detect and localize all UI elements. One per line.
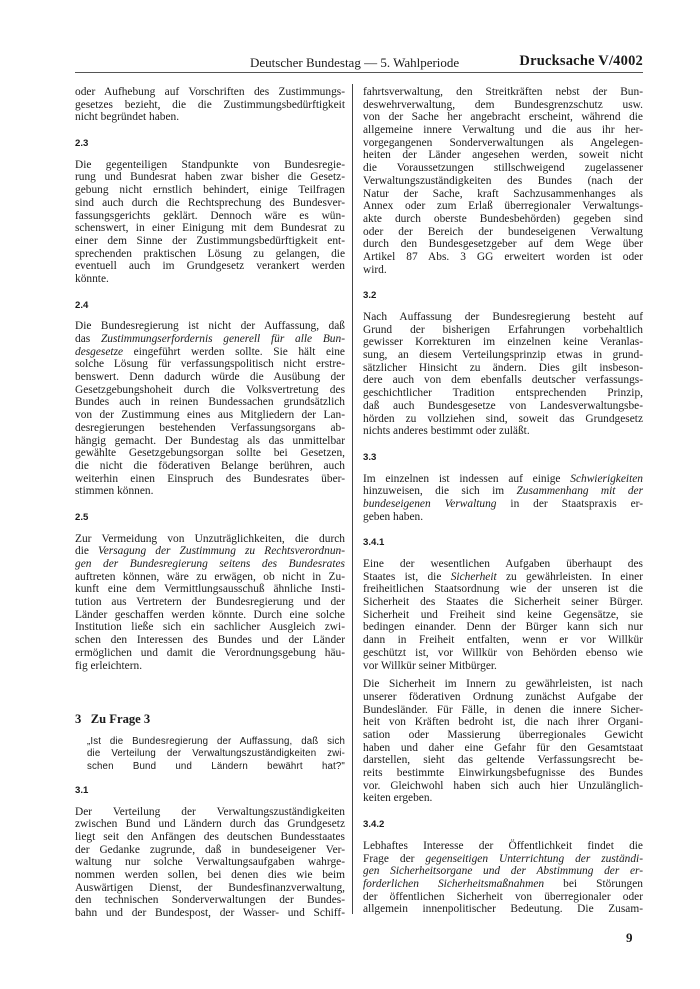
text-line: stimmen können. — [75, 485, 154, 498]
text-line: Länder geschaffen werden könnte. Durch eine solche — [75, 608, 345, 621]
header-rule — [75, 72, 643, 73]
text-line: geben haben. — [363, 510, 424, 523]
text-line: deswehrverwaltung, dem Bundesgrenzschutz usw. — [363, 98, 643, 111]
right-column — [363, 86, 643, 916]
text-segment: Im einzelnen ist indessen auf einige — [363, 472, 571, 485]
text-line: weiterhin einen Einspruch des Bundesrates über- — [75, 472, 345, 485]
text-line: heit von Kräften bedroht ist, die nach ihrer Organi- — [363, 716, 643, 729]
text-line: oder der Bereich der bundeseigenen Verwaltung — [363, 225, 643, 238]
text-line: Gesetzgebungshoheit durch die Volksvertretung des — [75, 383, 345, 396]
emphasis-text: gen der Bundesregierung seitens des Bundesrates — [75, 558, 345, 571]
text-line: auftreten können, wäre zu erwägen, ob nicht in Zu- — [75, 570, 345, 583]
text-line — [363, 865, 643, 878]
paragraph — [363, 473, 643, 524]
text-segment: die — [75, 545, 99, 558]
header-title: Deutscher Bundestag — 5. Wahlperiode — [250, 55, 460, 70]
text-line: nichts anderes bestimmt oder zuläßt. — [363, 425, 530, 438]
text-line: Nach Auffassung der Bundesregierung besteht auf — [363, 311, 643, 324]
text-line — [363, 473, 643, 486]
text-line: Die Sicherheit im Innern zu gewährleisten, ist nach — [363, 678, 643, 691]
text-line — [75, 558, 345, 571]
text-line: kunft eine dem Vermittlungsausschuß ähnliche Insti- — [75, 583, 345, 596]
text-line — [363, 853, 643, 866]
text-line: der Gedanke zugrunde, daß in bundeseigener Ver- — [75, 843, 345, 856]
section-heading: 3 Zu Frage 3 — [75, 712, 151, 727]
paragraph — [75, 320, 345, 498]
text-line: Institution ließe sich ein sachlicher Ausgleich zwi- — [75, 621, 345, 634]
paragraph — [75, 806, 345, 920]
text-line: durch den Bundesgesetzgeber auf dem Wege über — [363, 238, 643, 251]
paragraph — [75, 86, 345, 124]
text-line: fassungsgerichts geklärt. Dennoch wäre es wün- — [75, 209, 345, 222]
text-line: Bundes auch in reinen Bundessachen grundsätzlich — [75, 396, 345, 409]
text-line: schenswert, in einer Einigung mit dem Bundesrat zu — [75, 222, 345, 235]
text-line: Verwaltungszuständigkeiten des Bundes (nach der — [363, 174, 643, 187]
text-line: Sicherheit des Staates die Sicherheit seiner Bürger. — [363, 596, 643, 609]
text-line: dere auch von dem ebenfalls deutscher verfassungs- — [363, 374, 643, 387]
paragraph — [363, 840, 643, 916]
emphasis-text: gen Sicherheitsorgane und der Abstimmung der er- — [363, 865, 643, 878]
text-line — [75, 545, 345, 558]
text-segment: eingeführt werden sollte. Sie hält eine — [123, 345, 345, 358]
text-line: solche Lösung für verfassungspolitisch nicht erstre- — [75, 358, 345, 371]
section-number: 2.5 — [75, 511, 89, 523]
text-line: zwischen Bund und Ländern durch das Grundgesetz — [75, 818, 345, 831]
text-line: einer dem Sinne der Zustimmungsbedürftigkeit ent- — [75, 234, 345, 247]
text-line: darstellen, sieht das geltende Verfassungsrecht be- — [363, 754, 643, 767]
text-line: heiten der Länder angesehen werden, soweit nicht — [363, 149, 643, 162]
text-line: vor. Gleichwohl haben sich auch hier Unzulänglich- — [363, 779, 643, 792]
text-line: sätzlicher Hinsicht zu ändern. Dies gilt insbeson- — [363, 361, 643, 374]
paragraph — [363, 678, 643, 805]
text-line: fig erleichtern. — [75, 659, 143, 672]
section-number: 3.4.1 — [363, 537, 385, 549]
text-line: Sicherheit und Freiheit sind keine Gegensätze, sie — [363, 608, 643, 621]
text-line: geschichtlicher Tradition entsprechenden Prinzip, — [363, 387, 643, 400]
document-number: Drucksache V/4002 — [519, 53, 643, 69]
text-line: desregierungen bestehenden Verfassungsorgans ab- — [75, 421, 345, 434]
text-line: könnte. — [75, 272, 109, 285]
emphasis-text: Versagung der Zustimmung zu Rechtsverordnun- — [98, 545, 346, 558]
text-line: waltung nur solche Verwaltungsaufgaben wahrge- — [75, 856, 345, 869]
text-line: sation oder Massierung überregionales Gewicht — [363, 728, 643, 741]
section-number: 3.1 — [75, 784, 89, 796]
text-line — [363, 485, 643, 498]
emphasis-text: Sicherheit — [450, 570, 497, 583]
section-number: 3.2 — [363, 290, 377, 302]
text-line: Bundesländer. Für Fälle, in denen die innere Sicher- — [363, 703, 643, 716]
paragraph — [75, 533, 345, 673]
text-line: sprechenden praktischen Lösung zu gelangen, die — [75, 247, 345, 260]
text-segment: hinzuweisen, die sich im — [363, 485, 517, 498]
text-line: geschützt ist, vor Willkür von Behörden ebenso wie — [363, 646, 643, 659]
text-line: vor Willkür seiner Mitbürger. — [363, 659, 497, 672]
text-line: bedingen einander. Denn der Bürger kann sich nur — [363, 621, 643, 634]
text-line: tution aus Vertretern der Bundesregierung und der — [75, 596, 345, 609]
text-line: gesetzes bezieht, die die Zustimmungsbedürftigkeit — [75, 98, 345, 111]
text-line: gebung nicht ernstlich behindert, einige Teilfragen — [75, 184, 345, 197]
emphasis-text: Zustimmungserfordernis generell für alle Bun- — [100, 333, 345, 346]
text-line: fahrtsverwaltung, den Streitkräften nebst der Bun- — [363, 86, 643, 98]
text-line: Die gegenteiligen Standpunkte von Bundesregie- — [75, 158, 345, 171]
question-quote — [75, 736, 345, 773]
emphasis-text: bundeseigenen Verwaltung — [363, 497, 497, 510]
text-line: sung, an diesem Verteilungsprinzip etwas in grund- — [363, 349, 643, 362]
text-segment: das — [75, 333, 101, 346]
paragraph — [75, 159, 345, 286]
text-line: dann in Freiheit entfalten, wenn er vor Willkür — [363, 634, 643, 647]
text-line — [75, 346, 345, 359]
text-line: schen Bund und Ländern bewährt hat?" — [87, 760, 345, 772]
text-line: die Voraussetzungen stillschweigend zugelassener — [363, 162, 643, 175]
text-line: der öffentlichen Sicherheit von überregionaler oder — [363, 890, 643, 903]
text-line: rung und Bundesrat haben zwar bisher die Gesetz- — [75, 171, 345, 184]
text-line: bahn und der Bundespost, der Wasser- und Schiff- — [75, 907, 345, 919]
section-number: 2.3 — [75, 138, 89, 150]
text-line: Lebhaftes Interesse der Öffentlichkeit findet die — [363, 839, 643, 852]
text-segment: Frage der — [363, 852, 426, 865]
text-line: benswert. Denn dadurch würde die Ausübung der — [75, 371, 345, 384]
page-number: 9 — [626, 930, 633, 945]
text-line: akte durch oberste Bundesbehörden) gegeben sind — [363, 212, 643, 225]
text-line — [363, 571, 643, 584]
section-number: 3.4.2 — [363, 819, 385, 831]
text-line: freiheitlichen Staatsordnung wie der unseren ist die — [363, 583, 643, 596]
text-line: haben und daher eine Gefahr für den Gesamtstaat — [363, 741, 643, 754]
column-divider — [352, 84, 353, 914]
text-line: Der Verteilung der Verwaltungszuständigkeiten — [75, 805, 345, 818]
text-segment: bei Störungen — [544, 877, 644, 890]
text-line: hörden zu vollziehen sind, soweit das Grundgesetz — [363, 412, 643, 425]
text-line: ermöglichen und damit die Verordnungsgebung häu- — [75, 646, 345, 659]
text-line: wird. — [363, 263, 387, 276]
text-line: nicht begründet haben. — [75, 111, 180, 124]
text-line: schen den Interessen des Bundes und der Länder — [75, 634, 345, 647]
text-line: Annex oder zum Erlaß überregionaler Verwaltungs- — [363, 200, 643, 213]
text-segment: Staates ist, die — [363, 570, 451, 583]
text-line: Zur Vermeidung von Unzuträglichkeiten, die durch — [75, 532, 345, 545]
text-line: Natur der Sache, kraft Sachzusammenhanges als — [363, 187, 643, 200]
section-number: 3.3 — [363, 451, 377, 463]
text-line: vorgegangenen Sonderverwaltungen als Angelegen- — [363, 136, 643, 149]
text-line: allgemeine innere Verwaltung und die aus ihr her- — [363, 124, 643, 137]
text-line: Eine der wesentlichen Aufgaben überhaupt des — [363, 558, 643, 571]
text-line: den technischen Sonderverwaltungen der Bundes- — [75, 894, 345, 907]
emphasis-text: desgesetze — [75, 345, 124, 358]
text-line: oder Aufhebung auf Vorschriften des Zustimmungs- — [75, 86, 345, 98]
text-line: von der Sache her angebracht erscheint, während die — [363, 111, 643, 124]
emphasis-text: gegenseitigen Unterrichtung der zuständi- — [425, 852, 643, 865]
text-line: Auswärtigen Dienst, der Bundesfinanzverwaltung, — [75, 881, 345, 894]
text-line: allgemein innenpolitischer Bedeutung. Die Zusam- — [363, 903, 643, 916]
text-line: nommen werden sollen, bei denen dies wie beim — [75, 868, 345, 881]
text-line: gewisser Korrekturen im einzelnen keine Veranlas- — [363, 336, 643, 349]
text-line — [363, 878, 643, 891]
text-line: Grund der bisherigen Erfahrungen vorbehaltlich — [363, 323, 643, 336]
text-line: von der Zustimmung eines aus Mitgliedern der Lan- — [75, 409, 345, 422]
emphasis-text: Zusammenhang mit der — [516, 485, 643, 498]
text-line: unserer föderativen Ordnung zunächst Aufgabe der — [363, 690, 643, 703]
text-line: gewählte Gesetzgebungsorgan sollte bei Gesetzen, — [75, 447, 345, 460]
text-line: sind auch durch die Rechtsprechung des Bundesver- — [75, 196, 345, 209]
paragraph — [363, 86, 643, 276]
paragraph — [363, 558, 643, 672]
left-column — [75, 86, 345, 920]
text-line: daß auch Bundesgesetze von Landesverwaltungsbe- — [363, 399, 643, 412]
text-line: eventuell auch im Grundgesetz verankert werden — [75, 260, 345, 273]
text-line: hängig gemacht. Der Bundestag als das unmittelbar — [75, 434, 345, 447]
text-line — [75, 333, 345, 346]
text-line: die nicht die föderativen Belange berühren, auch — [75, 459, 345, 472]
text-segment: in der Staatspraxis er- — [496, 497, 643, 510]
text-line: reits bestimmte Einwirkungsbefugnisse des Bundes — [363, 767, 643, 780]
emphasis-text: Schwierigkeiten — [570, 472, 643, 485]
section-number: 2.4 — [75, 299, 89, 311]
text-line: Artikel 87 Abs. 3 GG erweitert worden ist oder — [363, 250, 643, 263]
emphasis-text: forderlichen Sicherheitsmaßnahmen — [363, 877, 545, 890]
text-line — [363, 498, 643, 511]
text-segment: zu gewährleisten. In einer — [496, 570, 643, 583]
text-line: Die Bundesregierung ist nicht der Auffassung, daß — [75, 320, 345, 333]
text-line: „Ist die Bundesregierung der Auffassung, daß sich — [87, 736, 345, 748]
paragraph — [363, 311, 643, 438]
text-line: die Verteilung der Verwaltungszuständigkeiten zwi- — [87, 748, 345, 760]
text-line: liegt seit den Anfängen des deutschen Bundesstaates — [75, 830, 345, 843]
text-line: keiten ergeben. — [363, 792, 433, 805]
